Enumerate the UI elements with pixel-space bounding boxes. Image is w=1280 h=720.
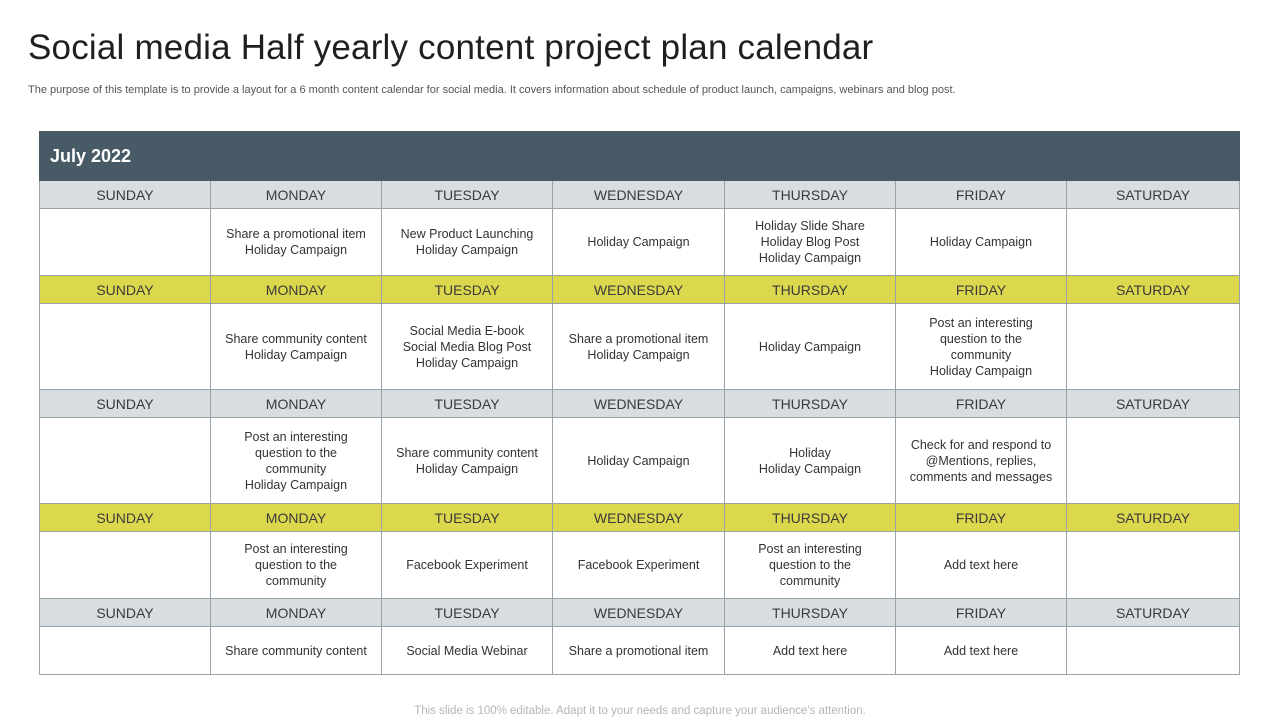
- day-header-row: [40, 504, 1240, 532]
- calendar-cell: Holiday Campaign: [553, 418, 725, 504]
- calendar-cell: [40, 627, 211, 675]
- day-header-friday: FRIDAY: [896, 390, 1067, 418]
- calendar-cell: [1067, 209, 1240, 276]
- day-header-monday: MONDAY: [211, 181, 382, 209]
- calendar-body: [40, 181, 1240, 675]
- day-header-sunday: SUNDAY: [40, 181, 211, 209]
- calendar-cell: Add text here: [725, 627, 896, 675]
- day-header-friday: FRIDAY: [896, 504, 1067, 532]
- calendar-cell: [1067, 532, 1240, 599]
- calendar-cell: Share community content Holiday Campaign: [382, 418, 553, 504]
- day-header-thursday: THURSDAY: [725, 181, 896, 209]
- day-header-friday: FRIDAY: [896, 276, 1067, 304]
- footer-note: This slide is 100% editable. Adapt it to your needs and capture your audience's attention.: [414, 705, 866, 717]
- day-header-wednesday: WEDNESDAY: [553, 390, 725, 418]
- day-header-thursday: THURSDAY: [725, 504, 896, 532]
- week-content-row: [40, 304, 1240, 390]
- content-calendar: [39, 131, 1240, 675]
- day-header-friday: FRIDAY: [896, 181, 1067, 209]
- calendar-cell: Social Media E-book Social Media Blog Post Holiday Campaign: [382, 304, 553, 390]
- day-header-row: [40, 390, 1240, 418]
- day-header-tuesday: TUESDAY: [382, 390, 553, 418]
- day-header-wednesday: WEDNESDAY: [553, 181, 725, 209]
- month-header-row: [40, 132, 1240, 181]
- week-content-row: [40, 209, 1240, 276]
- day-header-thursday: THURSDAY: [725, 390, 896, 418]
- day-header-saturday: SATURDAY: [1067, 181, 1240, 209]
- day-header-sunday: SUNDAY: [40, 390, 211, 418]
- calendar-cell: Share community content Holiday Campaign: [211, 304, 382, 390]
- calendar-cell: Social Media Webinar: [382, 627, 553, 675]
- calendar-cell: Post an interesting question to the community Holiday Campaign: [211, 418, 382, 504]
- calendar-cell: Facebook Experiment: [553, 532, 725, 599]
- day-header-thursday: THURSDAY: [725, 276, 896, 304]
- day-header-saturday: SATURDAY: [1067, 276, 1240, 304]
- day-header-row: [40, 599, 1240, 627]
- day-header-saturday: SATURDAY: [1067, 599, 1240, 627]
- day-header-friday: FRIDAY: [896, 599, 1067, 627]
- calendar-cell: Share a promotional item Holiday Campaign: [553, 304, 725, 390]
- day-header-monday: MONDAY: [211, 504, 382, 532]
- calendar-cell: Share a promotional item Holiday Campaign: [211, 209, 382, 276]
- week-content-row: [40, 627, 1240, 675]
- day-header-monday: MONDAY: [211, 276, 382, 304]
- calendar-cell: [40, 532, 211, 599]
- calendar-cell: Post an interesting question to the community: [211, 532, 382, 599]
- calendar-cell: [40, 304, 211, 390]
- page-title: Social media Half yearly content project plan calendar: [28, 28, 874, 67]
- calendar-cell: [1067, 418, 1240, 504]
- calendar-cell: Holiday Campaign: [896, 209, 1067, 276]
- day-header-saturday: SATURDAY: [1067, 504, 1240, 532]
- calendar-cell: Add text here: [896, 532, 1067, 599]
- day-header-tuesday: TUESDAY: [382, 504, 553, 532]
- calendar-cell: [1067, 627, 1240, 675]
- day-header-tuesday: TUESDAY: [382, 599, 553, 627]
- week-content-row: [40, 418, 1240, 504]
- day-header-monday: MONDAY: [211, 599, 382, 627]
- day-header-monday: MONDAY: [211, 390, 382, 418]
- week-content-row: [40, 532, 1240, 599]
- calendar-cell: Post an interesting question to the community: [725, 532, 896, 599]
- day-header-tuesday: TUESDAY: [382, 181, 553, 209]
- day-header-sunday: SUNDAY: [40, 599, 211, 627]
- day-header-thursday: THURSDAY: [725, 599, 896, 627]
- calendar-cell: Facebook Experiment: [382, 532, 553, 599]
- day-header-sunday: SUNDAY: [40, 276, 211, 304]
- day-header-wednesday: WEDNESDAY: [553, 599, 725, 627]
- day-header-saturday: SATURDAY: [1067, 390, 1240, 418]
- day-header-row: [40, 181, 1240, 209]
- calendar-cell: [40, 418, 211, 504]
- calendar-cell: Holiday Holiday Campaign: [725, 418, 896, 504]
- page-subtitle: The purpose of this template is to provide a layout for a 6 month content calendar for social media. It covers information about schedule of product launch, campaigns, webinars and blog post.: [28, 84, 956, 96]
- calendar-cell: Holiday Campaign: [725, 304, 896, 390]
- calendar-cell: [40, 209, 211, 276]
- calendar-cell: Holiday Campaign: [553, 209, 725, 276]
- day-header-row: [40, 276, 1240, 304]
- day-header-wednesday: WEDNESDAY: [553, 276, 725, 304]
- day-header-tuesday: TUESDAY: [382, 276, 553, 304]
- calendar-cell: Check for and respond to @Mentions, replies, comments and messages: [896, 418, 1067, 504]
- calendar-cell: Holiday Slide Share Holiday Blog Post Holiday Campaign: [725, 209, 896, 276]
- calendar-cell: Post an interesting question to the community Holiday Campaign: [896, 304, 1067, 390]
- day-header-sunday: SUNDAY: [40, 504, 211, 532]
- calendar-cell: Add text here: [896, 627, 1067, 675]
- calendar-cell: Share community content: [211, 627, 382, 675]
- calendar-cell: Share a promotional item: [553, 627, 725, 675]
- calendar-cell: [1067, 304, 1240, 390]
- month-title: July 2022: [40, 132, 1240, 181]
- day-header-wednesday: WEDNESDAY: [553, 504, 725, 532]
- calendar-cell: New Product Launching Holiday Campaign: [382, 209, 553, 276]
